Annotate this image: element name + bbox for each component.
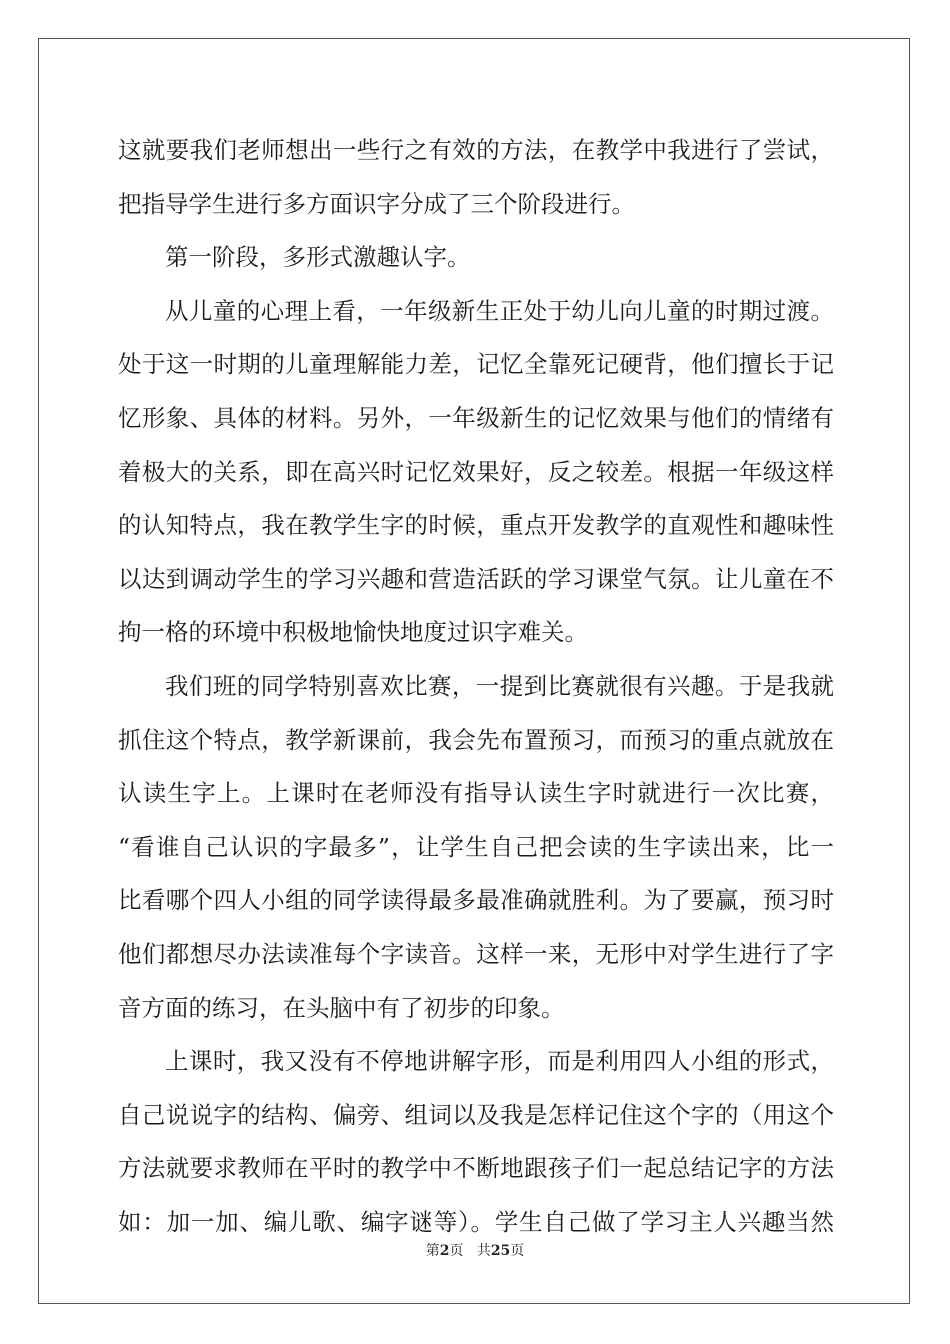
text-line: 认读生字上。上课时在老师没有指导认读生字时就进行一次比赛， xyxy=(118,779,834,808)
section-heading: 第一阶段，多形式激趣认字。 xyxy=(165,243,471,272)
text-line: 方法就要求教师在平时的教学中不断地跟孩子们一起总结记字的方法 xyxy=(118,1154,834,1183)
page-footer xyxy=(0,1240,950,1260)
text-line: 处于这一时期的儿童理解能力差，记忆全靠死记硬背，他们擅长于记 xyxy=(118,350,834,379)
text-line: 我们班的同学特别喜欢比赛，一提到比赛就很有兴趣。于是我就 xyxy=(165,671,834,700)
total-pages: 25 xyxy=(490,1243,511,1259)
text-line: 以达到调动学生的学习兴趣和营造活跃的学习课堂气氛。让儿童在不 xyxy=(118,564,834,593)
text-line: 上课时，我又没有不停地讲解字形，而是利用四人小组的形式， xyxy=(165,1047,834,1076)
text-line: 把指导学生进行多方面识字分成了三个阶段进行。 xyxy=(118,189,635,218)
text-line: 从儿童的心理上看，一年级新生正处于幼儿向儿童的时期过渡。 xyxy=(165,296,834,325)
text-line: 比看哪个四人小组的同学读得最多最准确就胜利。为了要赢，预习时 xyxy=(118,886,834,915)
text-line: 这就要我们老师想出一些行之有效的方法，在教学中我进行了尝试， xyxy=(118,136,834,164)
text-line: 的认知特点，我在教学生字的时候，重点开发教学的直观性和趣味性 xyxy=(118,511,834,540)
text-line: 音方面的练习，在头脑中有了初步的印象。 xyxy=(118,993,565,1022)
text-line: 如：加一加、编儿歌、编字谜等）。学生自己做了学习主人兴趣当然 xyxy=(118,1207,834,1236)
text-line: 忆形象、具体的材料。另外，一年级新生的记忆效果与他们的情绪有 xyxy=(118,403,834,432)
page-suffix: 页 xyxy=(449,1243,464,1259)
text-line: 着极大的关系，即在高兴时记忆效果好，反之较差。根据一年级这样 xyxy=(118,457,834,486)
page-number: 2 xyxy=(439,1243,450,1259)
text-line: “看谁自己认识的字最多”，让学生自己把会读的生字读出来，比一 xyxy=(118,832,834,861)
document-body xyxy=(118,124,834,1249)
page-prefix: 第 xyxy=(425,1243,440,1259)
text-line: 自己说说字的结构、偏旁、组词以及我是怎样记住这个字的（用这个 xyxy=(118,1100,834,1129)
text-line: 抓住这个特点，教学新课前，我会先布置预习，而预习的重点就放在 xyxy=(118,725,834,754)
text-line: 他们都想尽办法读准每个字读音。这样一来，无形中对学生进行了字 xyxy=(118,939,834,968)
total-prefix: 共 xyxy=(476,1243,491,1259)
text-line: 拘一格的环境中积极地愉快地度过识字难关。 xyxy=(118,618,588,647)
total-suffix: 页 xyxy=(510,1243,525,1259)
